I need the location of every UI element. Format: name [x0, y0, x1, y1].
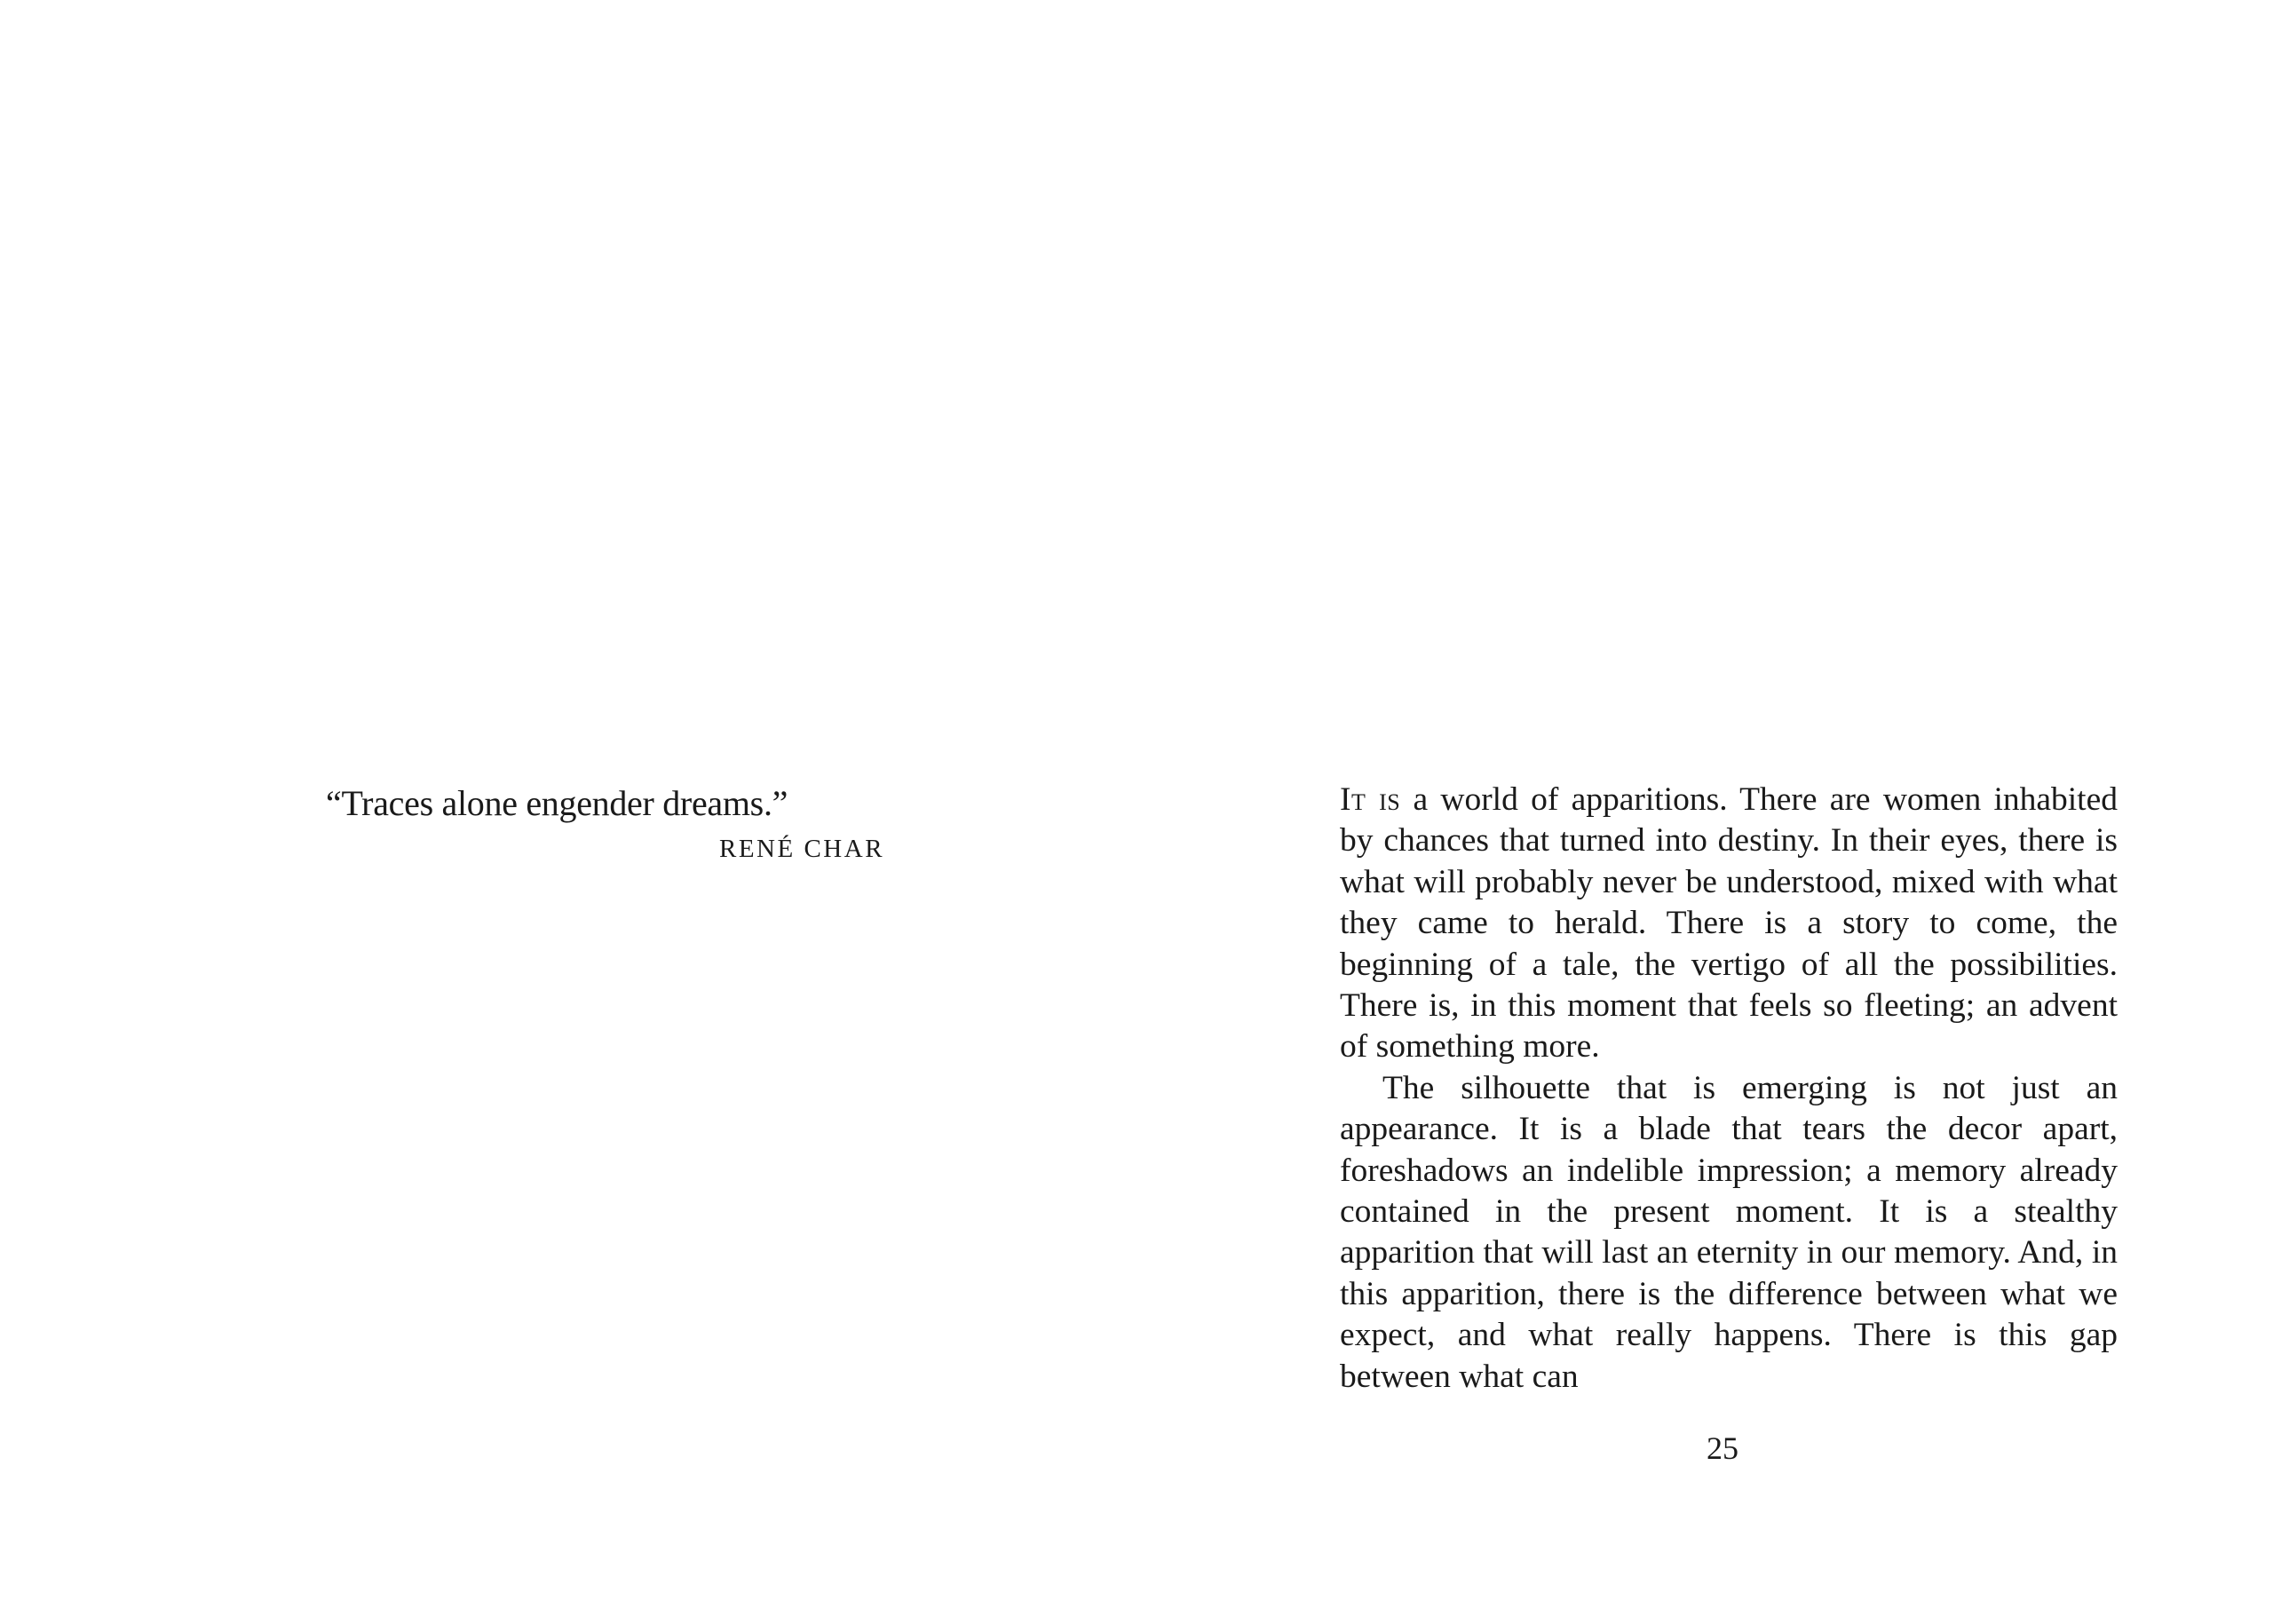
paragraph-lead-caps: It is [1340, 781, 1401, 818]
paragraph-1 [1340, 780, 2118, 1068]
epigraph-author: RENÉ CHAR [719, 835, 885, 863]
epigraph [326, 778, 894, 863]
epigraph-quote: “Traces alone engender dreams.” [326, 783, 788, 823]
paragraph-2 [1340, 1068, 2118, 1398]
body-text [1340, 780, 2118, 1398]
paragraph-2-text: The silhouette that is emerging is not just an appearance. It is a blade that tears the decor apart, foreshadows an indelible impression; a memory already contained in the present moment. It is a stealthy apparition that will last an eternity in our memory. And, in this apparition, there is the difference between what we expect, and what really happens. There is this gap between what can [1340, 1069, 2118, 1395]
page-number: 25 [1707, 1430, 1738, 1466]
paragraph-1-text: a world of apparitions. There are women inhabited by chances that turned into destiny. In their eyes, there is what will probably never be understood, mixed with what they came to herald. There is a story to come, the beginning of a tale, the vertigo of all the possibilities. There is, in this moment that feels so fleeting; an advent of something more. [1340, 781, 2118, 1066]
